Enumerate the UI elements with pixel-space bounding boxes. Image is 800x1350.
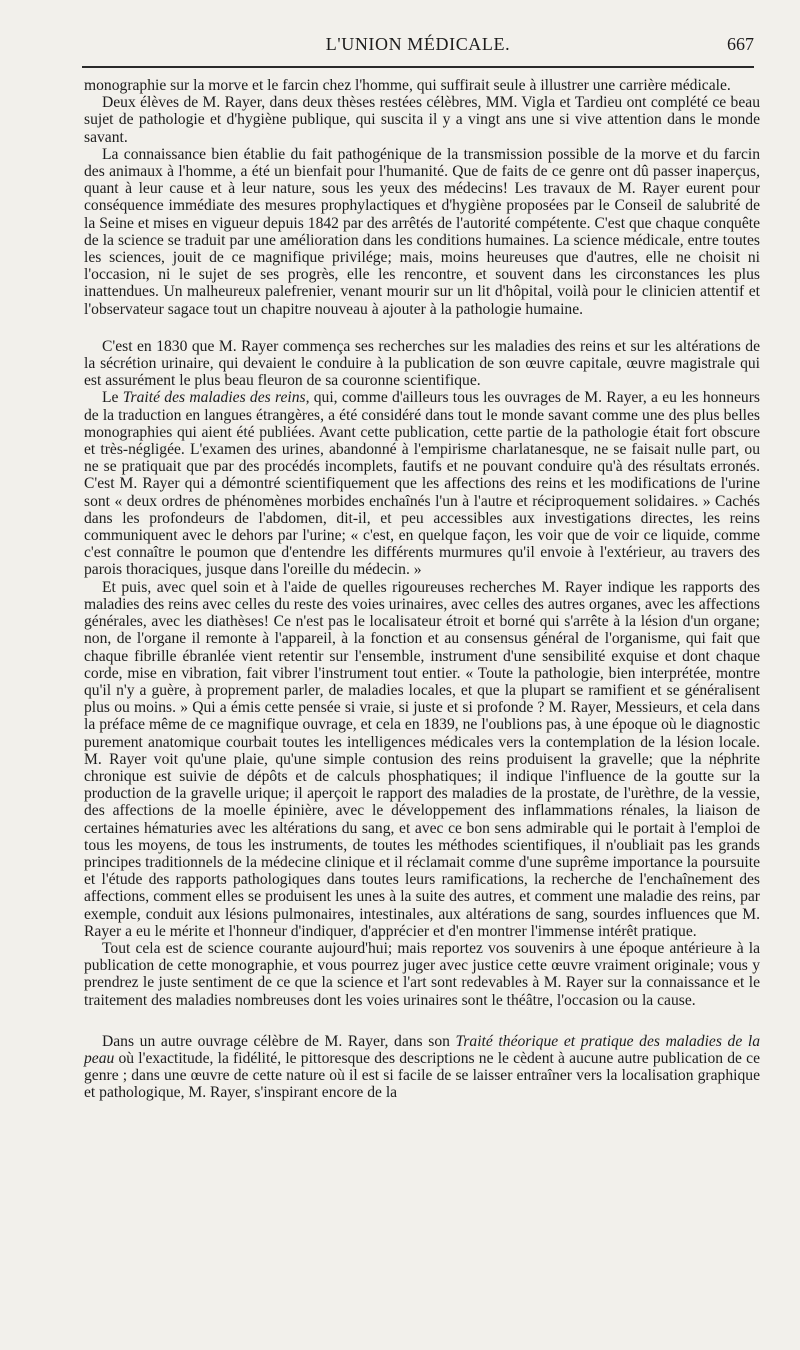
book-title-peau: Traité théorique et pratique des maladies de la peau xyxy=(84,1032,760,1067)
article-body xyxy=(84,77,760,1102)
paragraph-1: monographie sur la morve et le farcin chez l'homme, qui suffirait seule à illustrer une carrière médicale. xyxy=(84,77,731,94)
paragraph-4: C'est en 1830 que M. Rayer commença ses recherches sur les maladies des reins et sur les altérations de la sécrétion urinaire, qui devaient le conduire à la publication de son œuvre capitale, œuvre magistrale qui est assurément le plus beau fleuron de sa couronne scientifique. xyxy=(84,337,760,390)
paragraph-2: Deux élèves de M. Rayer, dans deux thèses restées célèbres, MM. Vigla et Tardieu ont complété ce beau sujet de pathologie et d'hygiène publique, qui suscita il y a vingt ans une si vive attention dans le monde savant. xyxy=(84,94,760,146)
page-number: 667 xyxy=(727,34,754,54)
paragraph-3: La connaissance bien établie du fait pathogénique de la transmission possible de la morve et du farcin des animaux à l'homme, a été un bienfait pour l'humanité. Que de faits de ce genre ont dû passer inaperçus, quant à leur cause et à leur nature, sous les yeux des médecins! Les travaux de M. Rayer eurent pour conséquence immédiate des mesures prophylactiques et d'hygiène proposées par le Conseil de salubrité de la Seine et mises en vigueur depuis 1842 par des arrêtés de l'autorité compétente. C'est que chaque conquête de la science se traduit par une amélioration dans les conditions humaines. La science médicale, entre toutes les sciences, jouit de ce magnifique privilége; mais, moins heureuses que d'autres, elle ne choisit ni l'occasion, ni le sujet de ses progrès, elle les rencontre, et souvent dans les circonstances les plus inattendues. Un malheureux palefrenier, venant mourir sur un lit d'hôpital, voilà pour le clinicien attentif et l'observateur sagace tout un chapitre nouveau à ajouter à la pathologie humaine. xyxy=(84,145,760,318)
book-title-reins: Traité des maladies des reins, xyxy=(122,389,310,407)
paragraph-6: Et puis, avec quel soin et à l'aide de quelles rigoureuses recherches M. Rayer indique les rapports des maladies des reins avec celles du reste des voies urinaires, avec celles des autres organes, avec les affections générales, avec les diathèses! Ce n'est pas le localisateur étroit et borné qui s'arrête à la lésion d'un organe; non, de l'organe il remonte à l'appareil, à la fonction et au consensus général de l'organisme, qui fait que chaque fibrille ébranlée vient retentir sur l'ensemble, instrument d'une sensibilité exquise et dont chaque corde, mise en vibration, fait vibrer l'instrument tout entier. « Toute la pathologie, bien interprétée, montre qu'il n'y a guère, à proprement parler, de maladies locales, et que la plupart se ramifient et se généralisent plus ou moins. » Qui a émis cette pensée si vraie, si juste et si profonde ? M. Rayer, Messieurs, et cela dans la préface même de ce magnifique ouvrage, et cela en 1839, ne l'oublions pas, à une époque où le diagnostic purement anatomique courbait toutes les intelligences médicales vers la contemplation de la lésion locale. M. Rayer voit qu'une plaie, qu'une simple contusion des reins produisent la gravelle; que la néphrite chronique est suivie de dépôts et de calculs phosphatiques; il indique l'influence de la goutte sur la production de la gravelle urique; il aperçoit le rapport des maladies de la prostate, de l'urèthre, de la vessie, des affections de la moelle épinière, avec le développement des inflammations rénales, la liaison de certaines hématuries avec les altérations du sang, et avec ce bon sens admirable qui le portait à l'emploi de tous les moyens, de tous les instruments, de toutes les méthodes scientifiques, il n'oubliait pas les grands principes traditionnels de la médecine clinique et il réclamait comme d'une suprême importance la poursuite et l'étude des rapports pathologiques dans toutes leurs ramifications, la recherche de l'enchaînement des affections, comment elles se produisent les unes à la suite des autres, et comment une maladie des reins, par exemple, conduit aux lésions pulmonaires, intestinales, aux altérations de sang, sourdes influences que M. Rayer a eu le mérite et l'honneur d'indiquer, d'apprécier et d'en montrer l'immense intérêt pratique. xyxy=(84,578,760,940)
paragraph-8: Dans un autre ouvrage célèbre de M. Rayer, dans son Traité théorique et pratique des maladies de la peau où l'exactitude, la fidélité, le pittoresque des descriptions ne le cèdent à aucune autre publication de ce genre ; dans une œuvre de cette nature où il est si facile de se laisser entraîner vers la localisation graphique et pathologique, M. Rayer, s'inspirant encore de la xyxy=(84,1032,760,1102)
running-title: L'UNION MÉDICALE. xyxy=(325,34,511,54)
page-header xyxy=(82,34,754,64)
header-rule xyxy=(82,66,754,68)
paragraph-7: Tout cela est de science courante aujourd'hui; mais reportez vos souvenirs à une époque antérieure à la publication de cette monographie, et vous pourrez juger avec justice cette œuvre vraiment originale; vous y prendrez le juste sentiment de ce que la science et l'art sont redevables à M. Rayer sur la connaissance et le traitement des maladies nombreuses dont les voies urinaires sont le théâtre, l'occasion ou la cause. xyxy=(84,939,760,1009)
paragraph-5: Le Traité des maladies des reins, qui, comme d'ailleurs tous les ouvrages de M. Rayer, a eu les honneurs de la traduction en langues étrangères, a été considéré dans tout le monde savant comme une des plus belles monographies qui aient été publiées. Avant cette publication, cette partie de la pathologie était fort obscure et très-négligée. L'examen des urines, abandonné à l'empirisme charlatanesque, ne se faisait nulle part, ou ne se pratiquait que par des procédés incomplets, fautifs et ne pouvant conduire qu'à des résultats erronés. C'est M. Rayer qui a démontré scientifiquement que les affections des reins et les modifications de l'urine sont « deux ordres de phénomènes morbides enchaînés l'un à l'autre et réciproquement solidaires. » Cachés dans les profondeurs de l'abdomen, dit-il, et peu accessibles aux investigations directes, les reins communiquent avec le dehors par l'urine; « c'est, en quelque façon, les voir que de voir ce liquide, comme c'est connaître le poumon que d'entendre les différents murmures qu'il envoie à l'extérieur, au travers des parois thoraciques, jusque dans l'oreille du médecin. » xyxy=(84,389,760,579)
